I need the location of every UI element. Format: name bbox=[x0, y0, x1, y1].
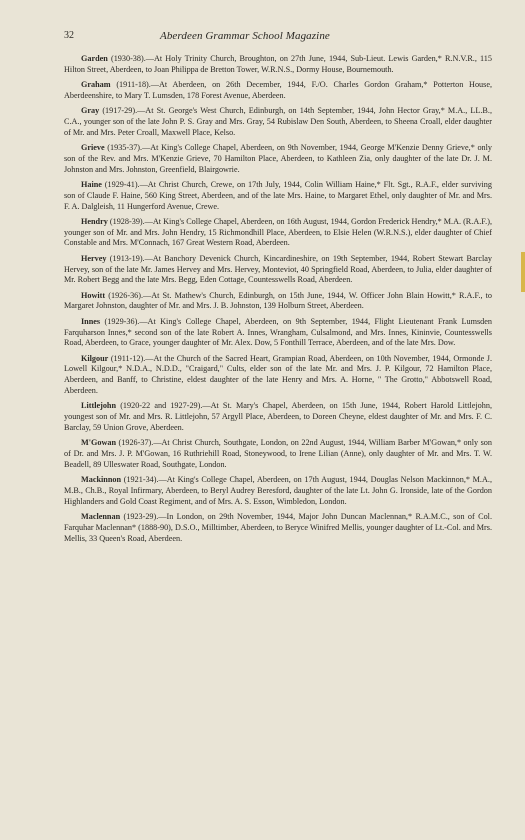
marriages-list bbox=[64, 54, 492, 544]
entry-surname: Garden bbox=[81, 54, 108, 63]
entry-surname: Kilgour bbox=[81, 353, 109, 363]
entry-kilgour bbox=[64, 354, 492, 397]
entry-text: (1917-29).—At St. George's West Church, Edinburgh, on 14th September, 1944, John Hector Gray,* M.A., LL.B., C.A., younger son of the late John P. S. Gray and Mrs. Gray, 54 Rubislaw Den South, Aberdeen, to Sheena Croall, elder daughter of Mr. and Mrs. Peter Croall, Maxwell Place, Kelso. bbox=[64, 106, 492, 137]
entry-text: (1921-34).—At King's College Chapel, Aberdeen, on 17th August, 1944, Douglas Nelson Mackinnon,* M.A., M.B., Ch.B., Royal Infirmary, Aberdeen, to Beryl Audrey Beresford, daughter of the late Lt. John G. Ironside, late of the Gordon Highlanders and Gold Coast Regiment, and of Mrs. A. S. Esson, Wimbledon, London. bbox=[64, 475, 492, 506]
entry-text: (1929-36).—At King's College Chapel, Aberdeen, on 9th September, 1944, Flight Lieutenant Frank Lumsden Farquharson Innes,* second son of the late Robert A. Innes, Wrangham, Culsalmond, and Mrs. Innes, Kininvie, Countesswells Road, Aberdeen, to Grace, younger daughter of Mr. Alex. Dow, 5 Fonthill Terrace, Aberdeen, and of the late Mrs. Dow. bbox=[64, 316, 492, 348]
page-header bbox=[64, 30, 492, 46]
entry-surname: Grieve bbox=[81, 143, 105, 153]
entry-text: (1926-37).—At Christ Church, Southgate, London, on 22nd August, 1944, William Barber M'Gowan,* only son of Dr. and Mrs. J. P. M'Gowan, 16 Ruthriehill Road, Stoneywood, to Irene Lilian (Anne), only daughter of Mr. and Mrs. T. W. Beadell, 89 Ulleswater Road, Southgate, London. bbox=[64, 438, 492, 469]
entry-garden bbox=[64, 54, 492, 76]
entry-mgowan bbox=[64, 438, 492, 470]
entry-text: (1926-36).—At St. Mathew's Church, Edinburgh, on 15th June, 1944, W. Officer John Blain Howitt,* R.A.F., to Margaret Johnston, daughter of Mr. and Mrs. J. B. Johnston, 139 Holburn Street, Aberdeen. bbox=[64, 290, 492, 311]
entry-surname: Hervey bbox=[81, 253, 107, 263]
entry-mackinnon bbox=[64, 475, 492, 507]
entry-innes bbox=[64, 317, 492, 349]
entry-littlejohn bbox=[64, 401, 492, 433]
entry-surname: Howitt bbox=[81, 290, 106, 300]
entry-howitt bbox=[64, 291, 492, 313]
running-title: Aberdeen Grammar School Magazine bbox=[160, 30, 330, 42]
entry-surname: M'Gowan bbox=[81, 438, 117, 448]
entry-text: (1928-39).—At King's College Chapel, Aberdeen, on 16th August, 1944, Gordon Frederick Hendry,* M.A. (R.A.F.), younger son of Mr. and Mrs. John Hendry, 15 Richmondhill Place, Aberdeen, to Elsie Helen (W.R.N.S.), elder daughter of Chief Constable and Mrs. M'Connach, 167 Great Western Road, Aberdeen. bbox=[64, 216, 492, 248]
entry-text: (1923-29).—In London, on 29th November, 1944, Major John Duncan Maclennan,* R.A.M.C., son of Col. Farquhar Maclennan* (1888-90), D.S.O., Milltimber, Aberdeen, to Beryce Winifred Mellis, younger daughter of Lt.-Col. and Mrs. Mellis, 33 Queen's Road, Aberdeen. bbox=[64, 511, 492, 543]
entry-text: (1913-19).—At Banchory Devenick Church, Kincardineshire, on 19th September, 1944, Robert Stewart Barclay Hervey, son of the late Mr. James Hervey and Mrs. Hervey, Monteviot, 40 Springfield Road, Aberdeen, to Julia, elder daughter of Mr. Robert Begg and the late Mrs. Begg, Eden Cottage, Countesswells Road, Aberdeen. bbox=[64, 253, 492, 285]
entry-surname: Haine bbox=[81, 179, 102, 189]
entry-gray bbox=[64, 106, 492, 138]
entry-text: (1920-22 and 1927-29).—At St. Mary's Chapel, Aberdeen, on 15th June, 1944, Robert Harold Littlejohn, youngest son of Mr. and Mrs. R. Littlejohn, 57 Argyll Place, Aberdeen, to Doreen Cheyne, eldest daughter of Mr. and Mrs. F. C. Barclay, 59 Union Grove, Aberdeen. bbox=[64, 401, 492, 432]
page-number: 32 bbox=[64, 30, 74, 41]
entry-hendry bbox=[64, 217, 492, 249]
entry-surname: Innes bbox=[81, 316, 101, 326]
entry-surname: Graham bbox=[81, 80, 111, 90]
entry-text: (1911-12).—At the Church of the Sacred Heart, Grampian Road, Aberdeen, on 10th November, 1944, Ormonde J. Lowell Kilgour,* N.D.A., N.D.D., "Craigard," Cults, elder son of the late Mr. and Mrs. J. P. Kilgour, 72 Hamilton Place, Aberdeen, and Banff, to Christine, eldest daughter of the late Henry and Mrs. A. Horne, " The Grotto," Abbotswell Road, Aberdeen. bbox=[64, 353, 492, 396]
entry-surname: Gray bbox=[81, 106, 100, 116]
entry-text: (1930-38).—At Holy Trinity Church, Broughton, on 27th June, 1944, Sub-Lieut. Lewis Garden,* R.N.V.R., 115 Hilton Street, Aberdeen, to Joan Philippa de Bretton Tower, W.R.N.S., Dormy House, Bournemouth. bbox=[64, 54, 492, 74]
entry-text: (1929-41).—At Christ Church, Crewe, on 17th July, 1944, Colin William Haine,* Flt. Sgt., R.A.F., elder surviving son of Claude F. Haine, 560 King Street, Aberdeen, and of the late Mrs. Haine, to Margaret Ethel, only daughter of Mr. and Mrs. F. A. Dalgleish, 11 Hungerford Avenue, Crewe. bbox=[64, 179, 492, 211]
entry-surname: Littlejohn bbox=[81, 401, 117, 411]
entry-hervey bbox=[64, 254, 492, 286]
entry-grieve bbox=[64, 143, 492, 175]
entry-haine bbox=[64, 180, 492, 212]
entry-maclennan bbox=[64, 512, 492, 544]
entry-text: (1911-18).—At Aberdeen, on 26th December, 1944, F./O. Charles Gordon Graham,* Potterton House, Aberdeenshire, to Mary T. Lumsden, 178 Forest Avenue, Aberdeen. bbox=[64, 80, 492, 100]
entry-surname: Maclennan bbox=[81, 511, 121, 521]
entry-surname: Mackinnon bbox=[81, 475, 122, 485]
entry-text: (1935-37).—At King's College Chapel, Aberdeen, on 9th November, 1944, George M'Kenzie Denny Grieve,* only son of the Rev. and Mrs. M'Kenzie Grieve, 70 Hamilton Place, Aberdeen, to Kathleen Zia, only daughter of the late Dr. J. M. Johnston and Mrs. Johnston, Greenfield, Blairgowrie. bbox=[64, 143, 492, 174]
page-edge-tab bbox=[521, 252, 525, 292]
entry-surname: Hendry bbox=[81, 216, 108, 226]
entry-graham bbox=[64, 80, 492, 102]
